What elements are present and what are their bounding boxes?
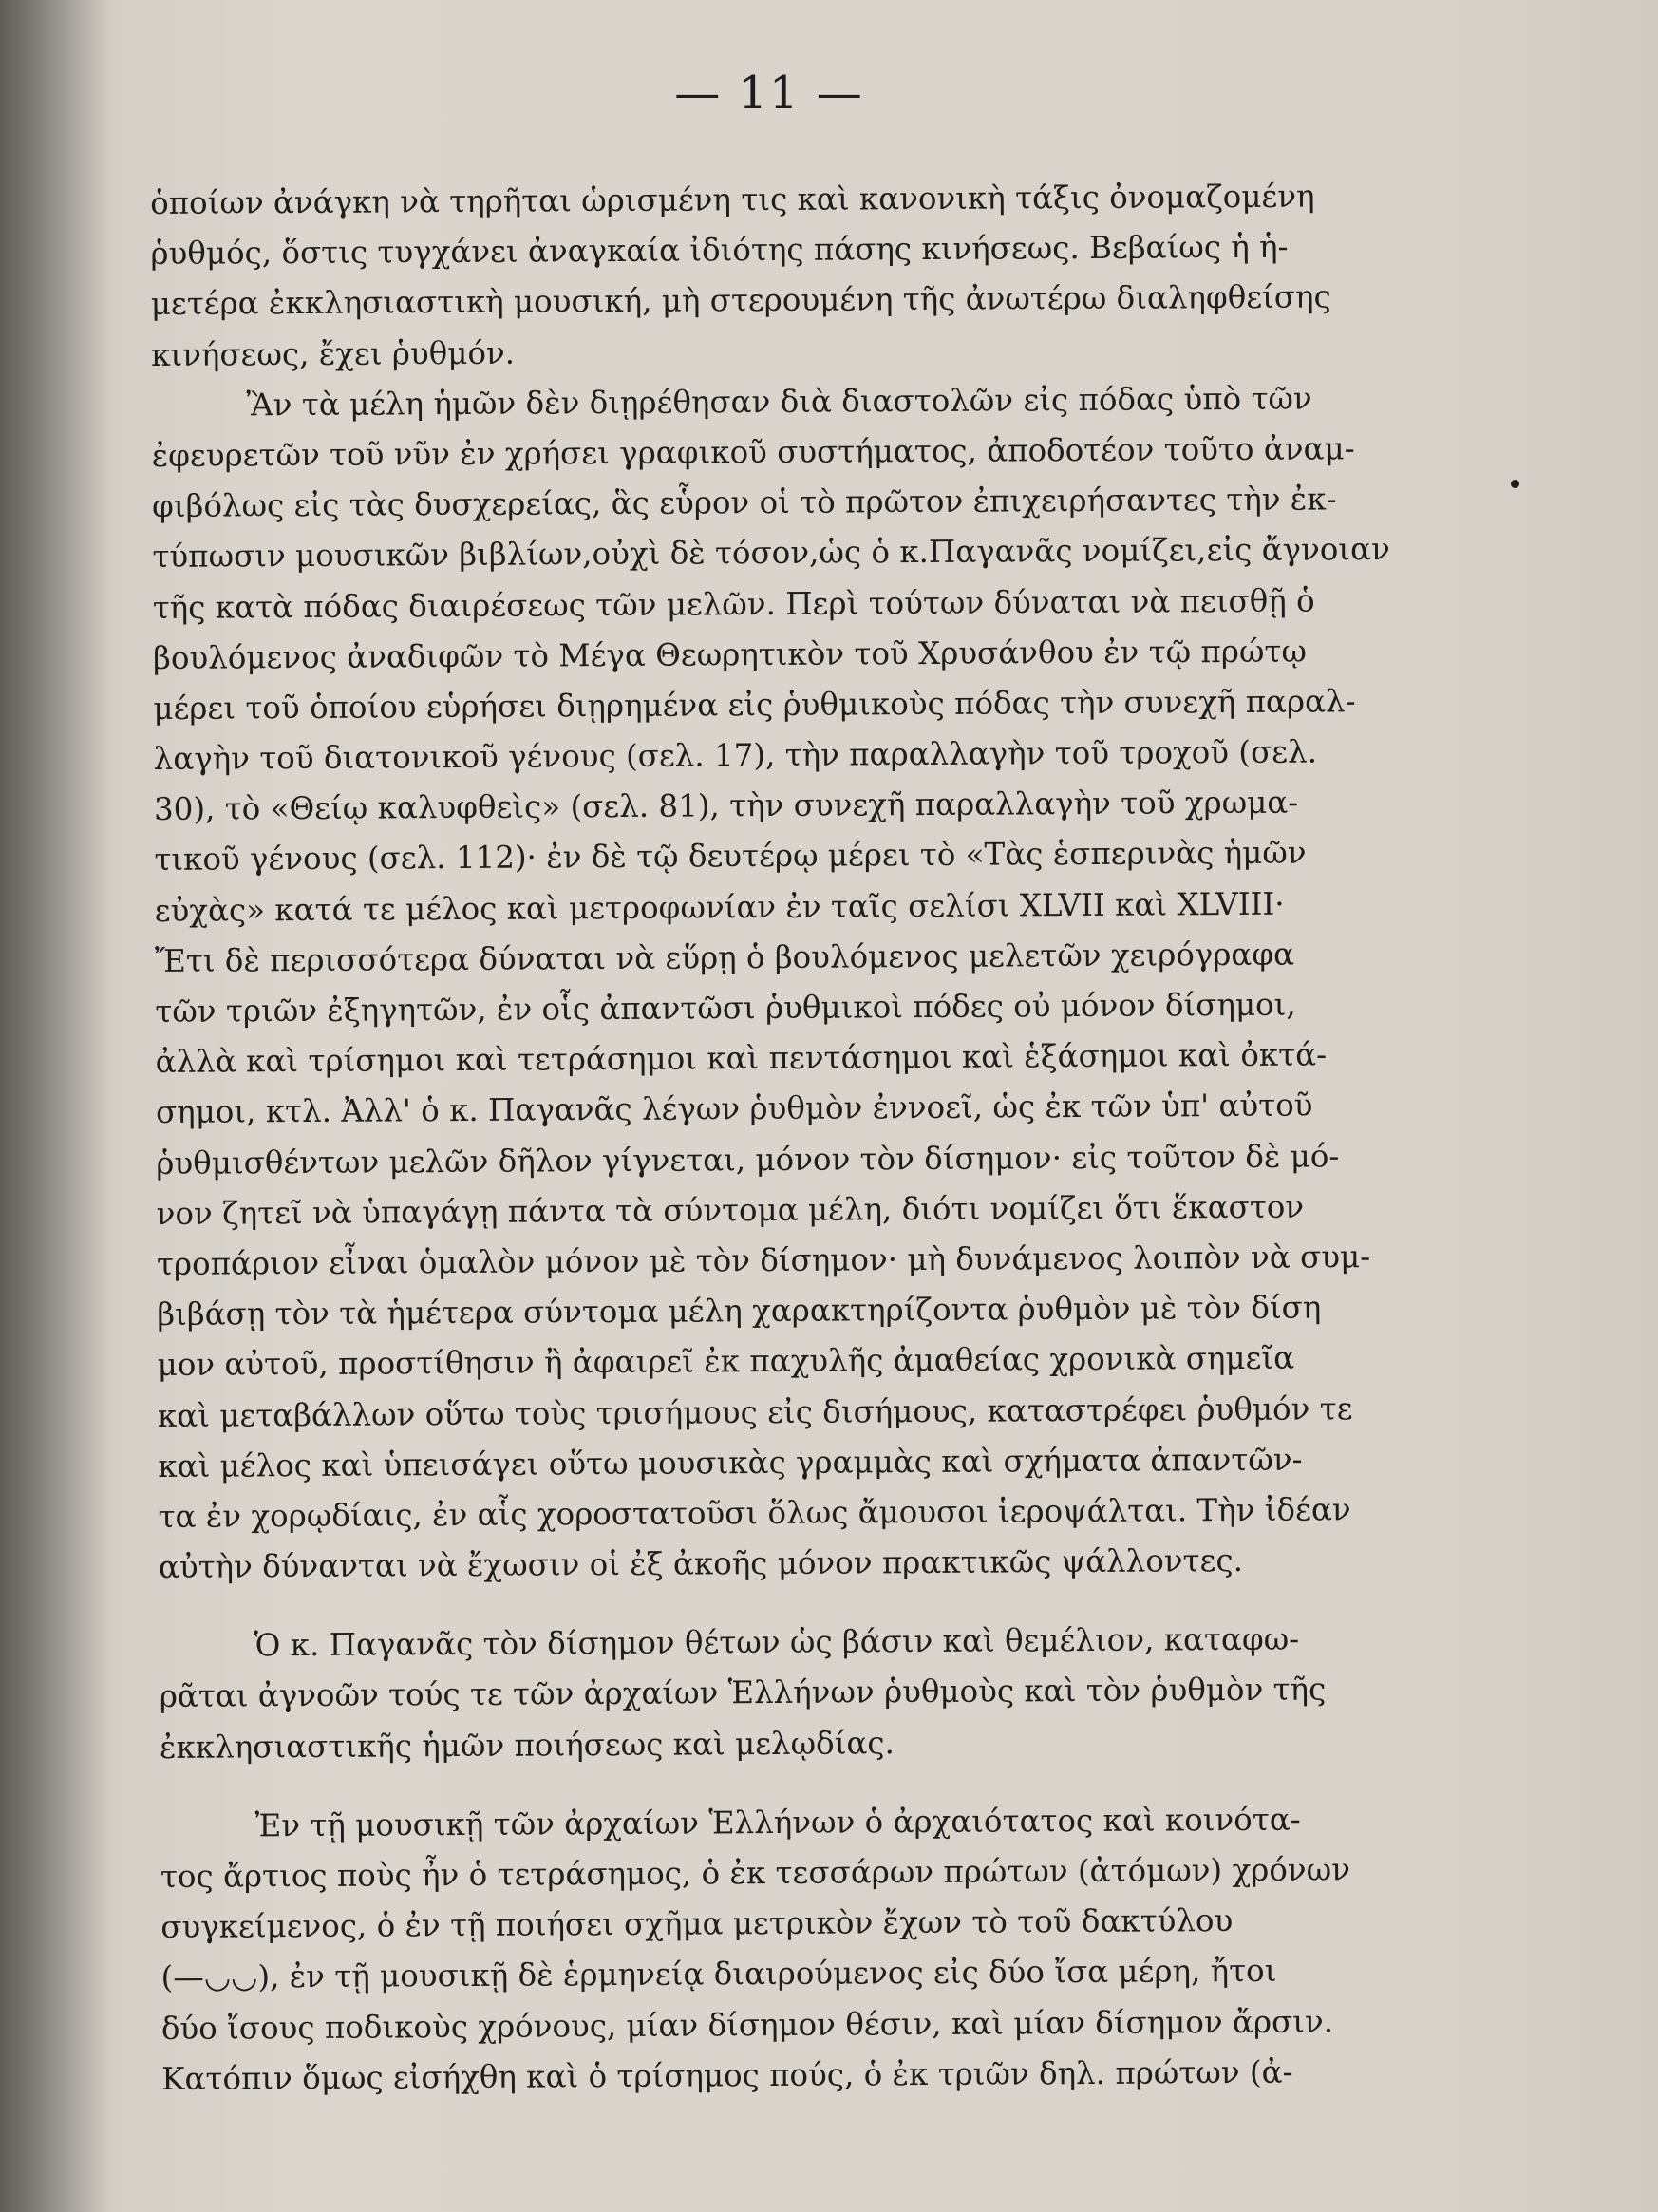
text-line: τα ἐν χορῳδίαις, ἐν αἷς χοροστατοῦσι ὅλως ἄμουσοι ἱεροψάλται. Τὴν ἰδέαν	[158, 1491, 1351, 1535]
paragraph-4	[160, 1794, 1367, 2105]
text-line: 30), τὸ «Θείῳ καλυφθεὶς» (σελ. 81), τὴν συνεχῆ παραλλαγὴν τοῦ χρωμα-	[153, 784, 1299, 828]
text-line: κινήσεως, ἔχει ῥυθμόν.	[151, 334, 516, 373]
text-line: ρᾶται ἀγνοῶν τούς τε τῶν ἀρχαίων Ἑλλήνων ῥυθμοὺς καὶ τὸν ῥυθμὸν τῆς	[159, 1671, 1327, 1715]
binding-shadow	[0, 0, 114, 2212]
text-line: Ἔτι δὲ περισσότερα δύναται νὰ εὕρῃ ὁ βουλόμενος μελετῶν χειρόγραφα	[154, 936, 1295, 979]
page-number: — 11 —	[674, 66, 864, 120]
text-line: δύο ἴσους ποδικοὺς χρόνους, μίαν δίσημον θέσιν, καὶ μίαν δίσημον ἄρσιν.	[160, 2002, 1334, 2047]
text-line: μον αὐτοῦ, προστίθησιν ἢ ἀφαιρεῖ ἐκ παχυλῆς ἀμαθείας χρονικὰ σημεῖα	[157, 1339, 1295, 1384]
paragraph-2	[151, 373, 1390, 1593]
text-line: Ἂν τὰ μέλη ἡμῶν δὲν διῃρέθησαν διὰ διαστολῶν εἰς πόδας ὑπὸ τῶν	[246, 380, 1312, 424]
text-line: ῥυθμός, ὅστις τυγχάνει ἀναγκαία ἰδιότης πάσης κινήσεως. Βεβαίως ἡ ἡ-	[150, 228, 1289, 273]
text-line: ἐφευρετῶν τοῦ νῦν ἐν χρήσει γραφικοῦ συστήματος, ἀποδοτέον τοῦτο ἀναμ-	[151, 430, 1355, 474]
text-line: ἐκκλησιαστικῆς ἡμῶν ποιήσεως καὶ μελῳδίας.	[159, 1724, 895, 1766]
text-line: καὶ μέλος καὶ ὑπεισάγει οὕτω μουσικὰς γραμμὰς καὶ σχήματα ἀπαντῶν-	[158, 1441, 1303, 1484]
text-line: τικοῦ γένους (σελ. 112)· ἐν δὲ τῷ δευτέρῳ μέρει τὸ «Τὰς ἑσπερινὰς ἡμῶν	[154, 835, 1307, 879]
text-line: νον ζητεῖ νὰ ὑπαγάγῃ πάντα τὰ σύντομα μέλη, διότι νομίζει ὅτι ἕκαστον	[156, 1188, 1305, 1232]
text-line: αὐτὴν δύνανται νὰ ἔχωσιν οἱ ἐξ ἀκοῆς μόνον πρακτικῶς ψάλλοντες.	[158, 1542, 1244, 1586]
text-line: τροπάριον εἶναι ὁμαλὸν μόνον μὲ τὸν δίσημον· μὴ δυνάμενος λοιπὸν νὰ συμ-	[156, 1238, 1371, 1282]
text-line: τύπωσιν μουσικῶν βιβλίων,οὐχὶ δὲ τόσον,ὡς ὁ κ.Παγανᾶς νομίζει,εἰς ἄγνοιαν	[152, 531, 1390, 576]
text-line: τος ἄρτιος ποὺς ἦν ὁ τετράσημος, ὁ ἐκ τεσσάρων πρώτων (ἀτόμων) χρόνων	[160, 1851, 1350, 1895]
text-line: ῥυθμισθέντων μελῶν δῆλον γίγνεται, μόνον τὸν δίσημον· εἰς τοῦτον δὲ μό-	[156, 1137, 1340, 1182]
text-line: φιβόλως εἰς τὰς δυσχερείας, ἃς εὗρον οἱ τὸ πρῶτον ἐπιχειρήσαντες τὴν ἐκ-	[151, 481, 1337, 525]
paragraph-3	[159, 1614, 1366, 1772]
text-line: ὁποίων ἀνάγκη νὰ τηρῆται ὡρισμένη τις καὶ κανονικὴ τάξις ὀνομαζομένη	[150, 178, 1315, 221]
text-line: εὐχὰς» κατά τε μέλος καὶ μετροφωνίαν ἐν ταῖς σελίσι XLVII καὶ XLVIII·	[154, 885, 1285, 929]
text-line: μετέρα ἐκκλησιαστικὴ μουσική, μὴ στερουμένη τῆς ἀνωτέρω διαληφθείσης	[150, 278, 1331, 323]
text-line: ἀλλὰ καὶ τρίσημοι καὶ τετράσημοι καὶ πεντάσημοι καὶ ἑξάσημοι καὶ ὀκτά-	[155, 1036, 1328, 1081]
text-line: βουλόμενος ἀναδιφῶν τὸ Μέγα Θεωρητικὸν τοῦ Χρυσάνθου ἐν τῷ πρώτῳ	[152, 633, 1308, 676]
text-line: Κατόπιν ὅμως εἰσήχθη καὶ ὁ τρίσημος πούς, ὁ ἐκ τριῶν δηλ. πρώτων (ἀ-	[161, 2053, 1293, 2097]
text-line: Ἐν τῇ μουσικῇ τῶν ἀρχαίων Ἑλλήνων ὁ ἀρχαιότατος καὶ κοινότα-	[254, 1801, 1301, 1844]
text-line: λαγὴν τοῦ διατονικοῦ γένους (σελ. 17), τὴν παραλλαγὴν τοῦ τροχοῦ (σελ.	[153, 733, 1318, 778]
text-line: βιβάσῃ τὸν τὰ ἡμέτερα σύντομα μέλη χαρακτηρίζοντα ῥυθμὸν μὲ τὸν δίση	[157, 1289, 1322, 1333]
text-line: (—◡◡), ἐν τῇ μουσικῇ δὲ ἑρμηνείᾳ διαιρούμενος εἰς δύο ἴσα μέρη, ἤτοι	[160, 1953, 1277, 1996]
text-line: τῶν τριῶν ἐξηγητῶν, ἐν οἷς ἀπαντῶσι ῥυθμικοὶ πόδες οὐ μόνον δίσημοι,	[155, 986, 1296, 1030]
text-line: συγκείμενος, ὁ ἐν τῇ ποιήσει σχῆμα μετρικὸν ἔχων τὸ τοῦ δακτύλου	[160, 1902, 1234, 1946]
text-line: Ὁ κ. Παγανᾶς τὸν δίσημον θέτων ὡς βάσιν καὶ θεμέλιον, καταφω-	[254, 1620, 1300, 1664]
text-line: μέρει τοῦ ὁποίου εὑρήσει διῃρημένα εἰς ῥυθμικοὺς πόδας τὴν συνεχῆ παραλ-	[153, 683, 1356, 727]
body-text	[150, 171, 1390, 2105]
ink-speck	[1511, 480, 1519, 488]
text-line: σημοι, κτλ. Ἀλλ' ὁ κ. Παγανᾶς λέγων ῥυθμὸν ἐννοεῖ, ὡς ἐκ τῶν ὑπ' αὐτοῦ	[155, 1087, 1313, 1131]
text-line: καὶ μεταβάλλων οὕτω τοὺς τρισήμους εἰς δισήμους, καταστρέφει ῥυθμόν τε	[157, 1390, 1353, 1434]
text-line: τῆς κατὰ πόδας διαιρέσεως τῶν μελῶν. Περὶ τούτων δύναται νὰ πεισθῇ ὁ	[152, 582, 1315, 626]
paragraph-1	[150, 171, 1357, 381]
